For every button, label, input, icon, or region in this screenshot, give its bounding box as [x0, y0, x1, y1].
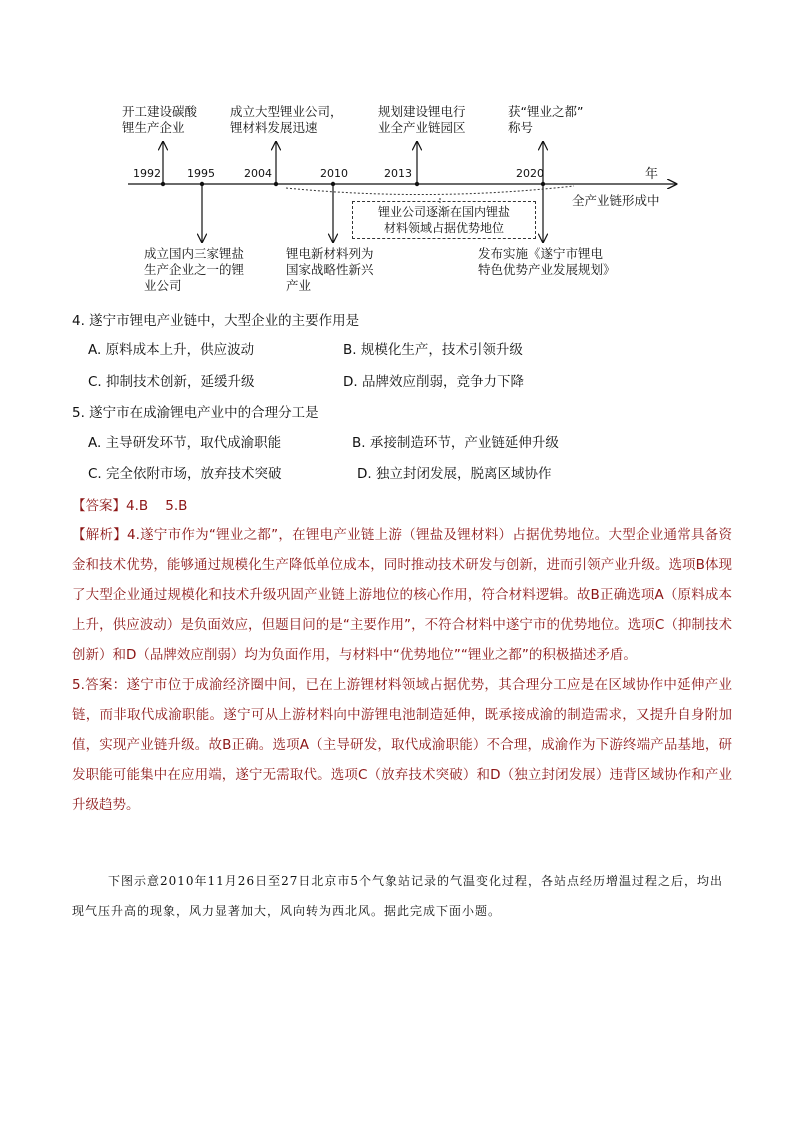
year-label: 2013	[384, 167, 412, 180]
year-label: 1992	[133, 167, 161, 180]
analysis-p2: 5.答案：遂宁市位于成渝经济圈中间，已在上游锂材料领域占据优势，其合理分工应是在区域协作中延伸产业链，而非取代成渝职能。遂宁可从上游材料向中游锂电池制造延伸，既承接成渝的制造需求，又提升自身附加值，实现产业链升级。故B正确。选项A（主导研发，取代成渝职能）不合理，成渝作为下游终端产品基地，研发职能可能集中在应用端，遂宁无需取代。选项C（放弃技术突破）和D（独立封闭发展）违背区域协作和产业升级趋势。	[72, 677, 732, 813]
year-label: 2020	[516, 167, 544, 180]
q4-option-b: B. 规模化生产，技术引领升级	[343, 342, 523, 358]
q4-option-a: A. 原料成本上升，供应波动	[88, 342, 255, 358]
question-5-stem: 5. 遂宁市在成渝锂电产业中的合理分工是	[72, 405, 319, 421]
chain-label: 全产业链形成中	[572, 193, 660, 208]
year-label: 2010	[320, 167, 348, 180]
axis-unit: 年	[645, 167, 659, 182]
analysis-block	[72, 520, 732, 820]
q5-option-d: D. 独立封闭发展，脱离区域协作	[357, 466, 552, 482]
event-2004: 成立大型锂业公司， 锂材料发展迅速	[230, 104, 343, 135]
year-label: 2004	[244, 167, 272, 180]
answer-label: 【答案】	[72, 498, 126, 514]
timeline-figure	[0, 0, 794, 300]
event-1992: 开工建设碳酸 锂生产企业	[122, 104, 198, 135]
q4-option-c: C. 抑制技术创新，延缓升级	[88, 374, 255, 390]
year-label: 1995	[187, 167, 215, 180]
q5-option-b: B. 承接制造环节，产业链延伸升级	[352, 435, 559, 451]
timeline-lines	[0, 0, 794, 300]
q5-option-c: C. 完全依附市场，放弃技术突破	[88, 466, 282, 482]
event-1995: 成立国内三家锂盐 生产企业之一的锂 业公司	[144, 246, 245, 293]
event-2013: 规划建设锂电行 业全产业链园区	[378, 104, 466, 135]
q5-option-a: A. 主导研发环节，取代成渝职能	[88, 435, 282, 451]
advantage-box: 锂业公司逐渐在国内锂盐 材料领域占据优势地位	[352, 201, 536, 239]
analysis-p1: 【解析】4.遂宁市作为“锂业之都”，在锂电产业链上游（锂盐及锂材料）占据优势地位。大型企业通常具备资金和技术优势，能够通过规模化生产降低单位成本，同时推动技术研发与创新，进而引领产业升级。选项B体现了大型企业通过规模化和技术升级巩固产业链上游地位的核心作用，符合材料逻辑。故B正确选项A（原料成本上升，供应波动）是负面效应，但题目问的是“主要作用”，不符合材料中遂宁市的优势地位。选项C（抑制技术创新）和D（品牌效应削弱）均为负面作用，与材料中“优势地位”“锂业之都”的积极描述矛盾。	[72, 527, 732, 663]
answer-line	[72, 497, 187, 515]
answer-text: 4.B 5.B	[126, 498, 188, 514]
question-4-stem: 4. 遂宁市锂电产业链中，大型企业的主要作用是	[72, 313, 360, 329]
event-2020-below: 发布实施《遂宁市锂电 特色优势产业发展规划》	[478, 246, 616, 277]
dotted-brace	[286, 186, 574, 195]
analysis-label: 【解析】	[72, 527, 128, 543]
event-2020-above: 获“锂业之都” 称号	[508, 104, 584, 135]
next-section-intro: 下图示意2010年11月26日至27日北京市5个气象站记录的气温变化过程，各站点经历增温过程之后，均出现气压升高的现象，风力显著加大，风向转为西北风。据此完成下面小题。	[72, 874, 723, 918]
event-2010: 锂电新材料列为 国家战略性新兴 产业	[286, 246, 374, 293]
q4-option-d: D. 品牌效应削弱，竞争力下降	[343, 374, 524, 390]
